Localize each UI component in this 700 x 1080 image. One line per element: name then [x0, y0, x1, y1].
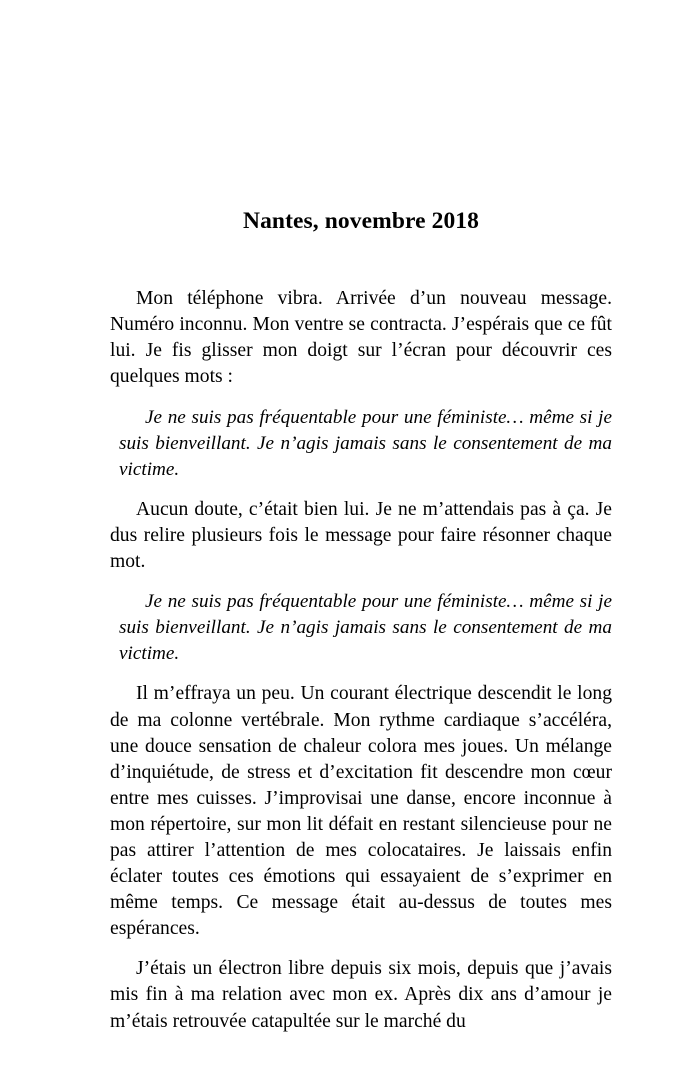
- body-paragraph: Il m’effraya un peu. Un courant électrique descendit le long de ma colonne vertébrale. Mon rythme cardiaque s’accéléra, une douce sensation de chaleur colora mes joues. Un mélange d’inquiétude, de stress et d’excitation fit descendre mon cœur entre mes cuisses. J’improvisai une danse, encore inconnue à mon répertoire, sur mon lit défait en restant silencieuse pour ne pas attirer l’attention de mes colocataires. Je laissais enfin éclater toutes ces émotions qui essayaient de s’exprimer en même temps. Ce message était au-dessus de toutes mes espérances.: [110, 683, 612, 940]
- text-column: [110, 0, 612, 1035]
- body-paragraph: Mon téléphone vibra. Arrivée d’un nouveau message. Numéro inconnu. Mon ventre se contracta. J’espérais que ce fût lui. Je fis glisser mon doigt sur l’écran pour découvrir ces quelques mots :: [110, 288, 612, 388]
- quoted-message: Je ne suis pas fréquentable pour une féministe… même si je suis bienveillant. Je n’agis jamais sans le consentement de ma victime.: [119, 591, 612, 665]
- body-paragraph: Aucun doute, c’était bien lui. Je ne m’attendais pas à ça. Je dus relire plusieurs fois le message pour faire résonner chaque mot.: [110, 498, 612, 573]
- chapter-heading: Nantes, novembre 2018: [243, 208, 479, 234]
- body-paragraph-truncated: J’étais un électron libre depuis six mois, depuis que j’avais mis fin à ma relation avec mon ex. Après dix ans d’amour je m’étais retrouvée catapultée sur le marché du: [110, 958, 612, 1032]
- quoted-message: Je ne suis pas fréquentable pour une féministe… même si je suis bienveillant. Je n’agis jamais sans le consentement de ma victime.: [119, 406, 612, 480]
